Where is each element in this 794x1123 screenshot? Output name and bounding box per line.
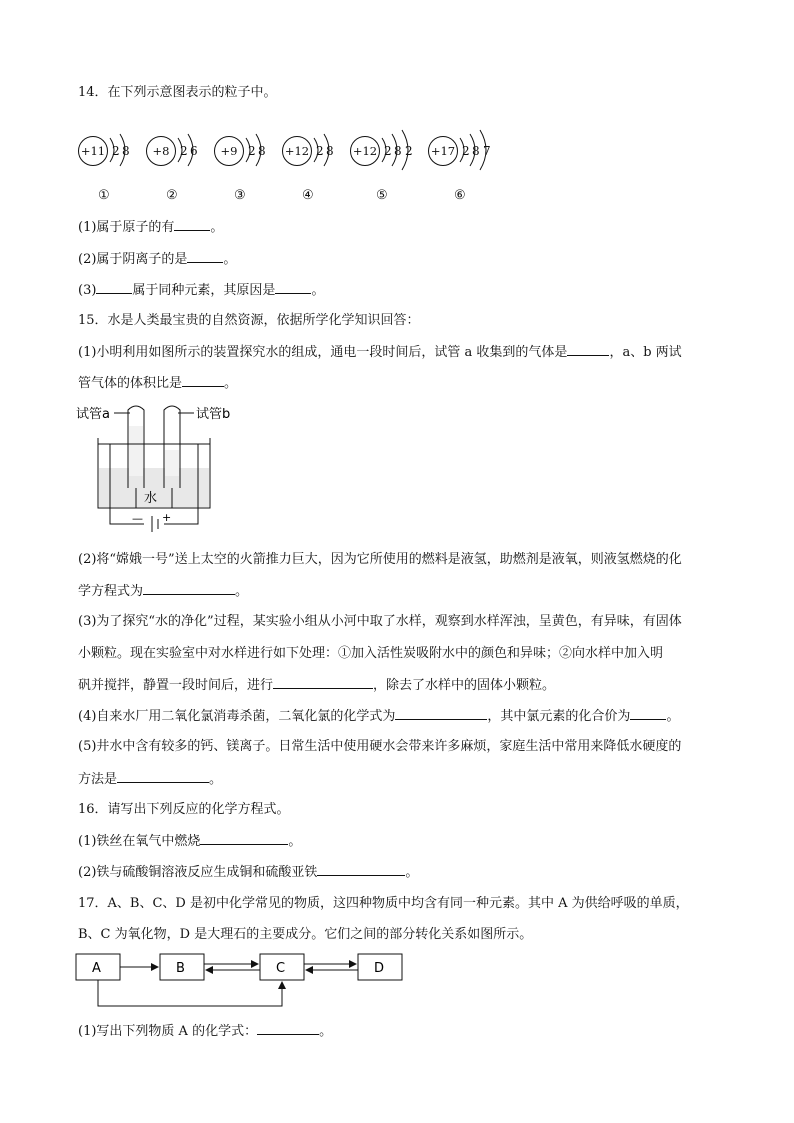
particle-label: ③ (234, 188, 246, 203)
water-label: 水 (144, 491, 158, 506)
q16-part2: (2)铁与硫酸铜溶液反应生成铜和硫酸亚铁 。 (78, 865, 419, 880)
electron-count: 6 (190, 144, 198, 158)
nucleus: +12 (282, 136, 312, 166)
q15-part1-line2: 管气体的体积比是 。 (78, 376, 238, 391)
nucleus: +11 (78, 136, 108, 166)
q16-part1: (1)铁丝在氧气中燃烧 。 (78, 834, 302, 849)
q14-part2: (2)属于阴离子的是 。 (78, 252, 237, 267)
electron-count: 2 (405, 144, 413, 158)
q15-part5-line1: (5)井水中含有较多的钙、镁离子。日常生活中使用硬水会带来许多麻烦，家庭生活中常用来降低水硬度的 (78, 739, 682, 754)
tube-b-label: 试管b (196, 407, 231, 422)
answer-blank[interactable] (174, 218, 210, 231)
electron-count: 8 (472, 144, 480, 158)
answer-blank[interactable] (182, 374, 224, 387)
answer-blank[interactable] (630, 707, 666, 720)
box-c-label: C (276, 961, 286, 976)
q14-part1: (1)属于原子的有 。 (78, 220, 224, 235)
q15-part3-line3: 矾并搅拌，静置一段时间后，进行 ，除去了水样中的固体小颗粒。 (78, 678, 556, 693)
electron-count: 2 (316, 144, 324, 158)
q17-line2: B、C 为氧化物，D 是大理石的主要成分。它们之间的部分转化关系如图所示。 (78, 927, 533, 942)
negative-terminal: — (132, 512, 143, 525)
electron-count: 2 (180, 144, 188, 158)
particle-label: ⑥ (454, 188, 466, 203)
q17-line1: 17．A、B、C、D 是初中化学常见的物质，这四种物质中均含有同一种元素。其中 A 为供给呼吸的单质， (78, 896, 689, 911)
answer-blank[interactable] (200, 832, 288, 845)
answer-blank[interactable] (187, 250, 223, 263)
electron-count: 8 (394, 144, 402, 158)
electron-count: 8 (122, 144, 130, 158)
q17-part1: (1)写出下列物质 A 的化学式： 。 (78, 1024, 333, 1039)
q15-part2-line2: 学方程式为 。 (78, 584, 249, 599)
answer-blank[interactable] (257, 1022, 319, 1035)
nucleus: +12 (350, 136, 380, 166)
electron-count: 2 (112, 144, 120, 158)
nucleus: +17 (428, 136, 458, 166)
electron-count: 2 (384, 144, 392, 158)
arrow-a-to-c (98, 980, 282, 1006)
box-b-label: B (176, 961, 185, 976)
particle-label: ④ (302, 188, 314, 203)
answer-blank[interactable] (143, 582, 235, 595)
q15-title: 15．水是人类最宝贵的自然资源，依据所学化学知识回答： (78, 313, 420, 328)
box-d-label: D (374, 961, 385, 976)
q14-part3: (3) 属于同种元素，其原因是 。 (78, 283, 325, 298)
nucleus: +8 (146, 136, 176, 166)
electron-count: 2 (248, 144, 256, 158)
electrolysis-apparatus-diagram (74, 398, 264, 532)
electron-count: 7 (483, 144, 491, 158)
answer-blank[interactable] (273, 676, 373, 689)
q16-title: 16．请写出下列反应的化学方程式。 (78, 802, 290, 817)
electron-count: 8 (258, 144, 266, 158)
answer-blank[interactable] (395, 707, 487, 720)
nucleus: +9 (214, 136, 244, 166)
q15-part5-line2: 方法是 。 (78, 772, 223, 787)
positive-terminal: + (162, 511, 172, 524)
electron-count: 8 (326, 144, 334, 158)
q15-part3-line1: (3)为了探究“水的净化”过程，某实验小组从小河中取了水样，观察到水样浑浊，呈黄色，有异味，有固体 (78, 614, 682, 629)
q15-part4: (4)自来水厂用二氧化氯消毒杀菌，二氧化氯的化学式为 ，其中氯元素的化合价为 。 (78, 709, 680, 724)
particle-label: ⑤ (376, 188, 388, 203)
answer-blank[interactable] (567, 343, 609, 356)
q15-part1-line1: (1)小明利用如图所示的装置探究水的组成，通电一段时间后，试管 a 收集到的气体是 ，a、b 两试 (78, 345, 682, 360)
q15-part3-line2: 小颗粒。现在实验室中对水样进行如下处理：①加入活性炭吸附水中的颜色和异味；②向水样中加入明 (78, 646, 664, 661)
particle-label: ② (166, 188, 178, 203)
conversion-relationship-diagram (74, 950, 414, 1012)
particle-label: ① (98, 188, 110, 203)
answer-blank[interactable] (275, 281, 311, 294)
q14-title: 14．在下列示意图表示的粒子中。 (78, 85, 277, 100)
answer-blank[interactable] (96, 281, 132, 294)
electron-count: 2 (462, 144, 470, 158)
q15-part2-line1: (2)将“嫦娥一号”送上太空的火箭推力巨大，因为它所使用的燃料是液氢，助燃剂是液氧，则液氢燃烧的化 (78, 552, 682, 567)
answer-blank[interactable] (117, 770, 209, 783)
tube-a-label: 试管a (76, 407, 110, 422)
answer-blank[interactable] (317, 863, 405, 876)
box-a-label: A (92, 961, 101, 976)
